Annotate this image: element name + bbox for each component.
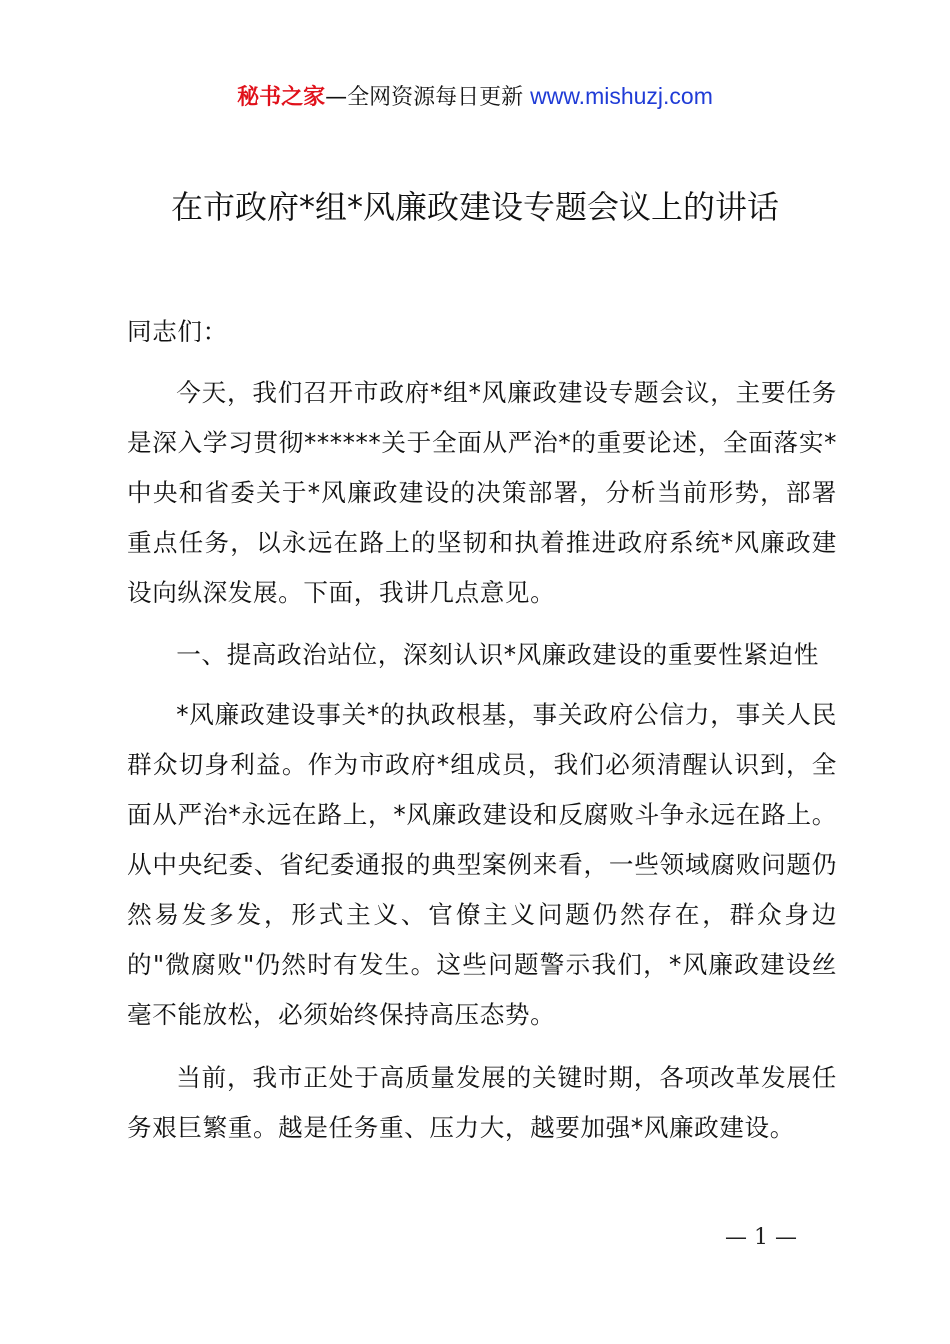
paragraph-current-situation: 当前，我市正处于高质量发展的关键时期，各项改革发展任务艰巨繁重。越是任务重、压力大，越要加强*风廉政建设。 [127,1063,837,1142]
header-tagline: —全网资源每日更新 [325,85,531,110]
brand-name: 秘书之家 [237,85,326,110]
site-header [0,80,950,114]
document-title: 在市政府*组*风廉政建设专题会议上的讲话 [170,188,779,226]
page-number: — 1 — [725,1225,797,1250]
paragraph-intro: 今天，我们召开市政府*组*风廉政建设专题会议，主要任务是深入学习贯彻******关于全面从严治*的重要论述，全面落实*中央和省委关于*风廉政建设的决策部署，分析当前形势，部署重点任务，以永远在路上的坚韧和执着推进政府系统*风廉政建设向纵深发展。下面，我讲几点意见。 [127,378,837,607]
greeting: 同志们： [127,317,228,346]
site-url-link[interactable]: www.mishuzj.com [530,83,713,109]
paragraph-section-1: *风廉政建设事关*的执政根基，事关政府公信力，事关人民群众切身利益。作为市政府*组成员，我们必须清醒认识到，全面从严治*永远在路上，*风廉政建设和反腐败斗争永远在路上。从中央纪委、省纪委通报的典型案例来看，一些领域腐败问题仍然易发多发，形式主义、官僚主义问题仍然存在，群众身边的"微腐败"仍然时有发生。这些问题警示我们，*风廉政建设丝毫不能放松，必须始终保持高压态势。 [127,700,837,1029]
section-heading-1: 一、提高政治站位，深刻认识*风廉政建设的重要性紧迫性 [176,640,819,669]
